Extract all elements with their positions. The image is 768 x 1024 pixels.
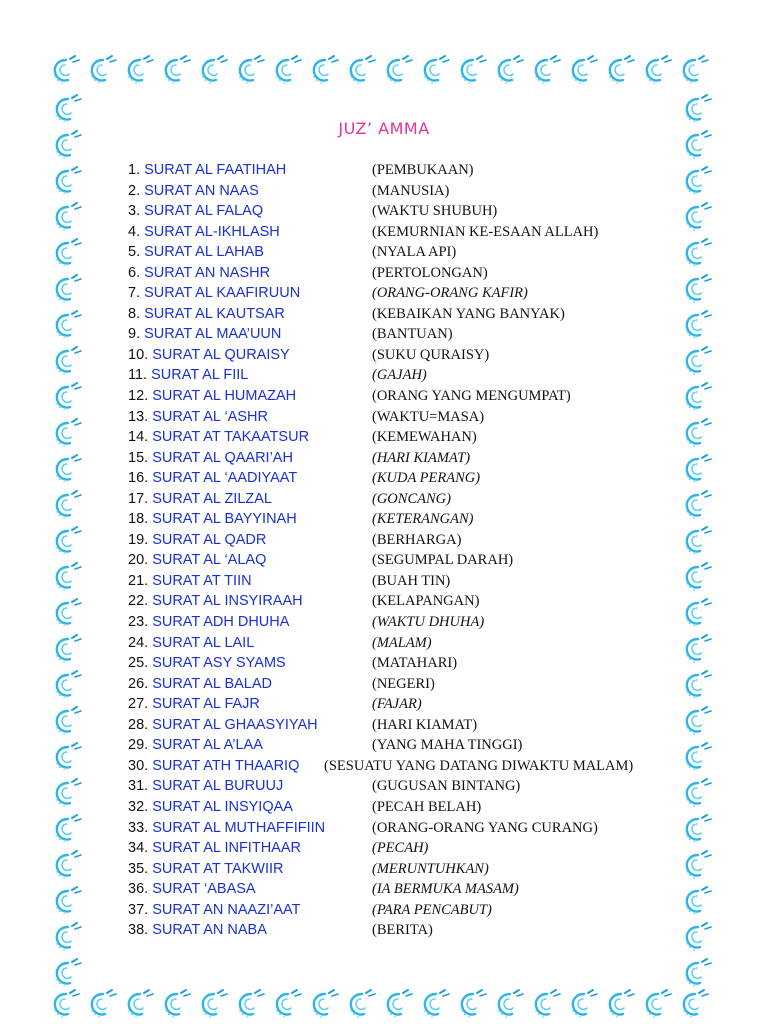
surah-meaning: (YANG MAHA TINGGI) bbox=[372, 737, 523, 754]
swirl-ornament-icon bbox=[683, 56, 708, 84]
surah-meaning: (WAKTU DHUHA) bbox=[372, 614, 485, 631]
list-item bbox=[128, 715, 688, 736]
swirl-ornament-icon bbox=[56, 599, 81, 627]
surah-meaning: (WAKTU=MASA) bbox=[372, 408, 485, 425]
list-item bbox=[128, 591, 688, 612]
swirl-ornament-icon bbox=[498, 56, 523, 84]
surah-meaning: (MERUNTUHKAN) bbox=[372, 860, 489, 877]
swirl-ornament-icon bbox=[686, 311, 711, 339]
swirl-ornament-icon bbox=[686, 851, 711, 879]
surah-name: SURAT AL FAATIHAH bbox=[144, 162, 287, 178]
swirl-ornament-icon bbox=[91, 56, 116, 84]
swirl-ornament-icon bbox=[686, 527, 711, 555]
swirl-ornament-icon bbox=[276, 56, 301, 84]
surah-meaning: (SUKU QURAISY) bbox=[372, 346, 490, 363]
surah-name: SURAT AL ‘ALAQ bbox=[152, 552, 267, 569]
item-number: 14. bbox=[128, 429, 153, 446]
list-item bbox=[128, 571, 688, 592]
list-item bbox=[128, 263, 688, 284]
surah-name: SURAT AN NAAS bbox=[144, 182, 259, 199]
swirl-ornament-icon bbox=[686, 707, 711, 735]
list-item bbox=[128, 694, 688, 715]
list-item bbox=[128, 448, 688, 469]
surah-name: SURAT ATH THAARIQ bbox=[152, 757, 300, 774]
swirl-ornament-icon bbox=[498, 990, 523, 1018]
surah-meaning: (KEMEWAHAN) bbox=[372, 429, 477, 446]
surah-name: SURAT AL QAARI’AH bbox=[152, 449, 293, 466]
surah-name: SURAT AL KAAFIRUUN bbox=[144, 285, 301, 302]
swirl-ornament-icon bbox=[56, 923, 81, 951]
swirl-ornament-icon bbox=[56, 563, 81, 591]
list-item bbox=[128, 612, 688, 633]
page-title: JUZ’ AMMA bbox=[338, 119, 430, 138]
swirl-ornament-icon bbox=[461, 56, 486, 84]
surah-meaning: (NEGERI) bbox=[372, 675, 435, 692]
list-item bbox=[128, 365, 688, 386]
swirl-ornament-icon bbox=[239, 56, 264, 84]
item-number: 12. bbox=[128, 388, 153, 405]
surah-name: SURAT AL-IKHLASH bbox=[144, 223, 280, 240]
swirl-ornament-icon bbox=[461, 990, 486, 1018]
swirl-ornament-icon bbox=[535, 990, 560, 1018]
surah-name: SURAT AT TIIN bbox=[152, 572, 252, 589]
item-number: 5. bbox=[128, 244, 145, 261]
swirl-ornament-icon bbox=[686, 923, 711, 951]
item-number: 37. bbox=[128, 901, 153, 918]
swirl-ornament-icon bbox=[572, 990, 597, 1018]
list-item bbox=[128, 633, 688, 654]
item-number: 11. bbox=[128, 367, 152, 384]
surah-name: SURAT AN NABA bbox=[152, 922, 267, 939]
surah-name: SURAT AL KAUTSAR bbox=[144, 305, 285, 322]
swirl-ornament-icon bbox=[686, 239, 711, 267]
surah-name: SURAT AL INFITHAAR bbox=[152, 840, 301, 857]
surah-meaning: (ORANG-ORANG YANG CURANG) bbox=[372, 819, 598, 836]
swirl-ornament-icon bbox=[165, 56, 190, 84]
swirl-ornament-icon bbox=[609, 990, 634, 1018]
swirl-ornament-icon bbox=[56, 167, 81, 195]
swirl-ornament-icon bbox=[91, 990, 116, 1018]
swirl-ornament-icon bbox=[239, 990, 264, 1018]
item-number: 2. bbox=[128, 182, 145, 199]
surah-name: SURAT AL INSYIRAAH bbox=[152, 593, 303, 610]
swirl-ornament-icon bbox=[128, 56, 153, 84]
surah-name: SURAT AL QURAISY bbox=[152, 346, 290, 363]
surah-meaning: (ORANG YANG MENGUMPAT) bbox=[372, 388, 571, 405]
surah-meaning: (SEGUMPAL DARAH) bbox=[372, 552, 514, 569]
swirl-ornament-icon bbox=[56, 347, 81, 375]
surah-name: SURAT AL FALAQ bbox=[144, 203, 264, 220]
list-item bbox=[128, 222, 688, 243]
swirl-ornament-icon bbox=[56, 851, 81, 879]
surah-meaning: (PEMBUKAAN) bbox=[372, 162, 474, 178]
item-number: 3. bbox=[128, 203, 145, 220]
swirl-ornament-icon bbox=[56, 707, 81, 735]
swirl-ornament-icon bbox=[56, 743, 81, 771]
swirl-ornament-icon bbox=[350, 56, 375, 84]
surah-meaning: (ORANG-ORANG KAFIR) bbox=[372, 285, 528, 302]
surah-meaning: (HARI KIAMAT) bbox=[372, 449, 471, 466]
swirl-ornament-icon bbox=[686, 203, 711, 231]
swirl-ornament-icon bbox=[56, 455, 81, 483]
swirl-ornament-icon bbox=[56, 635, 81, 663]
swirl-ornament-icon bbox=[202, 56, 227, 84]
surah-name: SURAT AL ‘ASHR bbox=[152, 408, 268, 425]
item-number: 28. bbox=[128, 716, 153, 733]
list-item bbox=[128, 509, 688, 530]
item-number: 15. bbox=[128, 449, 153, 466]
surah-meaning: (MANUSIA) bbox=[372, 182, 450, 199]
swirl-ornament-icon bbox=[56, 275, 81, 303]
surah-name: SURAT AL MUTHAFFIFIIN bbox=[152, 819, 326, 836]
surah-meaning: (KETERANGAN) bbox=[372, 511, 474, 528]
list-item bbox=[128, 242, 688, 263]
swirl-ornament-icon bbox=[686, 635, 711, 663]
surah-name: SURAT ADH DHUHA bbox=[152, 614, 290, 631]
surah-meaning: (PARA PENCABUT) bbox=[372, 901, 492, 918]
swirl-ornament-icon bbox=[686, 383, 711, 411]
swirl-ornament-icon bbox=[683, 990, 708, 1018]
surah-meaning: (IA BERMUKA MASAM) bbox=[372, 881, 519, 898]
surah-name: SURAT AL FIIL bbox=[151, 367, 249, 384]
item-number: 36. bbox=[128, 881, 153, 898]
item-number: 8. bbox=[128, 305, 145, 322]
surah-meaning: (PERTOLONGAN) bbox=[372, 264, 488, 281]
item-number: 25. bbox=[128, 655, 153, 672]
surah-meaning: (PECAH) bbox=[372, 840, 429, 857]
swirl-ornament-icon bbox=[56, 671, 81, 699]
surah-name: SURAT AL BURUUJ bbox=[152, 778, 284, 795]
surah-meaning: (KELAPANGAN) bbox=[372, 593, 480, 610]
surah-meaning: (GONCANG) bbox=[372, 490, 451, 507]
item-number: 38. bbox=[128, 922, 153, 939]
item-number: 34. bbox=[128, 840, 153, 857]
surah-name: SURAT AL INSYIQAA bbox=[152, 798, 293, 815]
swirl-ornament-icon bbox=[686, 455, 711, 483]
item-number: 35. bbox=[128, 860, 153, 877]
swirl-ornament-icon bbox=[313, 990, 338, 1018]
list-item bbox=[128, 324, 688, 345]
swirl-ornament-icon bbox=[54, 56, 79, 84]
list-item bbox=[128, 201, 688, 222]
item-number: 29. bbox=[128, 737, 153, 754]
surah-meaning: (KUDA PERANG) bbox=[372, 470, 481, 487]
list-item bbox=[128, 859, 688, 880]
surah-name: SURAT AN NASHR bbox=[144, 264, 271, 281]
swirl-ornament-icon bbox=[686, 599, 711, 627]
surah-meaning: (FAJAR) bbox=[372, 696, 422, 713]
swirl-ornament-icon bbox=[56, 491, 81, 519]
list-item bbox=[128, 756, 688, 777]
item-number: 24. bbox=[128, 634, 153, 651]
swirl-ornament-icon bbox=[686, 887, 711, 915]
surah-name: SURAT AT TAKWIIR bbox=[152, 860, 284, 877]
item-number: 13. bbox=[128, 408, 153, 425]
list-item bbox=[128, 427, 688, 448]
list-item bbox=[128, 818, 688, 839]
swirl-ornament-icon bbox=[686, 959, 711, 987]
surah-name: SURAT AL MAA’UUN bbox=[144, 326, 282, 343]
list-item bbox=[128, 900, 688, 921]
list-item bbox=[128, 489, 688, 510]
item-number: 32. bbox=[128, 798, 153, 815]
swirl-ornament-icon bbox=[686, 563, 711, 591]
list-item bbox=[128, 345, 688, 366]
surah-name: SURAT AL GHAASYIYAH bbox=[152, 716, 318, 733]
surah-name: SURAT AL BALAD bbox=[152, 675, 272, 692]
swirl-ornament-icon bbox=[686, 347, 711, 375]
list-item bbox=[128, 674, 688, 695]
list-item bbox=[128, 920, 688, 941]
list-item bbox=[128, 468, 688, 489]
list-item bbox=[128, 550, 688, 571]
surah-name: SURAT AT TAKAATSUR bbox=[152, 429, 310, 446]
surah-name: SURAT AL HUMAZAH bbox=[152, 388, 297, 405]
swirl-ornament-icon bbox=[276, 990, 301, 1018]
surah-meaning: (HARI KIAMAT) bbox=[372, 716, 478, 733]
item-number: 21. bbox=[128, 572, 153, 589]
swirl-ornament-icon bbox=[686, 491, 711, 519]
item-number: 30. bbox=[128, 757, 153, 774]
surah-meaning: (PECAH BELAH) bbox=[372, 798, 482, 815]
surah-name: SURAT ASY SYAMS bbox=[152, 655, 286, 672]
swirl-ornament-icon bbox=[202, 990, 227, 1018]
surah-meaning: (GAJAH) bbox=[372, 367, 427, 384]
list-item bbox=[128, 283, 688, 304]
list-item bbox=[128, 735, 688, 756]
item-number: 16. bbox=[128, 470, 153, 487]
swirl-ornament-icon bbox=[56, 419, 81, 447]
swirl-ornament-icon bbox=[54, 990, 79, 1018]
swirl-ornament-icon bbox=[686, 815, 711, 843]
swirl-ornament-icon bbox=[424, 56, 449, 84]
list-item bbox=[128, 386, 688, 407]
swirl-ornament-icon bbox=[56, 887, 81, 915]
item-number: 23. bbox=[128, 614, 153, 631]
item-number: 4. bbox=[128, 223, 145, 240]
item-number: 19. bbox=[128, 531, 153, 548]
surah-meaning: (MATAHARI) bbox=[372, 655, 458, 672]
surah-meaning: (KEMURNIAN KE-ESAAN ALLAH) bbox=[372, 223, 599, 240]
list-item bbox=[128, 879, 688, 900]
item-number: 6. bbox=[128, 264, 145, 281]
surah-name: SURAT AL A’LAA bbox=[152, 737, 263, 754]
list-item bbox=[128, 797, 688, 818]
item-number: 33. bbox=[128, 819, 153, 836]
swirl-ornament-icon bbox=[128, 990, 153, 1018]
swirl-ornament-icon bbox=[56, 383, 81, 411]
swirl-ornament-icon bbox=[686, 167, 711, 195]
list-item bbox=[128, 181, 688, 202]
list-item bbox=[128, 653, 688, 674]
surah-meaning: (MALAM) bbox=[372, 634, 432, 651]
surah-name: SURAT AL LAIL bbox=[152, 634, 255, 651]
swirl-ornament-icon bbox=[56, 779, 81, 807]
surah-list bbox=[128, 160, 688, 941]
surah-name: SURAT AL FAJR bbox=[152, 696, 260, 713]
surah-name: SURAT AL ZILZAL bbox=[152, 490, 272, 507]
item-number: 20. bbox=[128, 552, 153, 569]
surah-meaning: (BUAH TIN) bbox=[372, 572, 451, 589]
list-item bbox=[128, 160, 688, 181]
list-item bbox=[128, 407, 688, 428]
swirl-ornament-icon bbox=[424, 990, 449, 1018]
swirl-ornament-icon bbox=[646, 990, 671, 1018]
swirl-ornament-icon bbox=[646, 56, 671, 84]
swirl-ornament-icon bbox=[56, 203, 81, 231]
swirl-ornament-icon bbox=[686, 419, 711, 447]
surah-name: SURAT AN NAAZI’AAT bbox=[152, 901, 301, 918]
item-number: 17. bbox=[128, 490, 153, 507]
list-item bbox=[128, 776, 688, 797]
list-item bbox=[128, 838, 688, 859]
swirl-ornament-icon bbox=[350, 990, 375, 1018]
swirl-ornament-icon bbox=[56, 959, 81, 987]
swirl-ornament-icon bbox=[686, 671, 711, 699]
swirl-ornament-icon bbox=[572, 56, 597, 84]
swirl-ornament-icon bbox=[686, 779, 711, 807]
list-item bbox=[128, 304, 688, 325]
item-number: 1. bbox=[128, 162, 145, 178]
surah-meaning: (BANTUAN) bbox=[372, 326, 453, 343]
item-number: 31. bbox=[128, 778, 153, 795]
surah-meaning: (GUGUSAN BINTANG) bbox=[372, 778, 521, 795]
item-number: 18. bbox=[128, 511, 153, 528]
surah-meaning: (SESUATU YANG DATANG DIWAKTU MALAM) bbox=[324, 757, 634, 774]
surah-meaning: (WAKTU SHUBUH) bbox=[372, 203, 498, 220]
item-number: 26. bbox=[128, 675, 153, 692]
swirl-ornament-icon bbox=[387, 990, 412, 1018]
swirl-ornament-icon bbox=[535, 56, 560, 84]
surah-meaning: (BERITA) bbox=[372, 922, 433, 939]
swirl-ornament-icon bbox=[387, 56, 412, 84]
surah-meaning: (NYALA API) bbox=[372, 244, 457, 261]
item-number: 10. bbox=[128, 346, 153, 363]
surah-name: SURAT ‘ABASA bbox=[152, 881, 256, 898]
surah-name: SURAT AL QADR bbox=[152, 531, 267, 548]
list-item bbox=[128, 530, 688, 551]
item-number: 27. bbox=[128, 696, 153, 713]
surah-name: SURAT AL LAHAB bbox=[144, 244, 264, 261]
swirl-ornament-icon bbox=[165, 990, 190, 1018]
swirl-ornament-icon bbox=[609, 56, 634, 84]
swirl-ornament-icon bbox=[56, 239, 81, 267]
swirl-ornament-icon bbox=[686, 275, 711, 303]
swirl-ornament-icon bbox=[313, 56, 338, 84]
surah-meaning: (BERHARGA) bbox=[372, 531, 462, 548]
item-number: 7. bbox=[128, 285, 145, 302]
surah-meaning: (KEBAIKAN YANG BANYAK) bbox=[372, 305, 565, 322]
swirl-ornament-icon bbox=[56, 311, 81, 339]
swirl-ornament-icon bbox=[56, 815, 81, 843]
surah-name: SURAT AL BAYYINAH bbox=[152, 511, 297, 528]
swirl-ornament-icon bbox=[686, 743, 711, 771]
swirl-ornament-icon bbox=[56, 527, 81, 555]
item-number: 9. bbox=[128, 326, 145, 343]
item-number: 22. bbox=[128, 593, 153, 610]
surah-name: SURAT AL ‘AADIYAAT bbox=[152, 470, 298, 487]
